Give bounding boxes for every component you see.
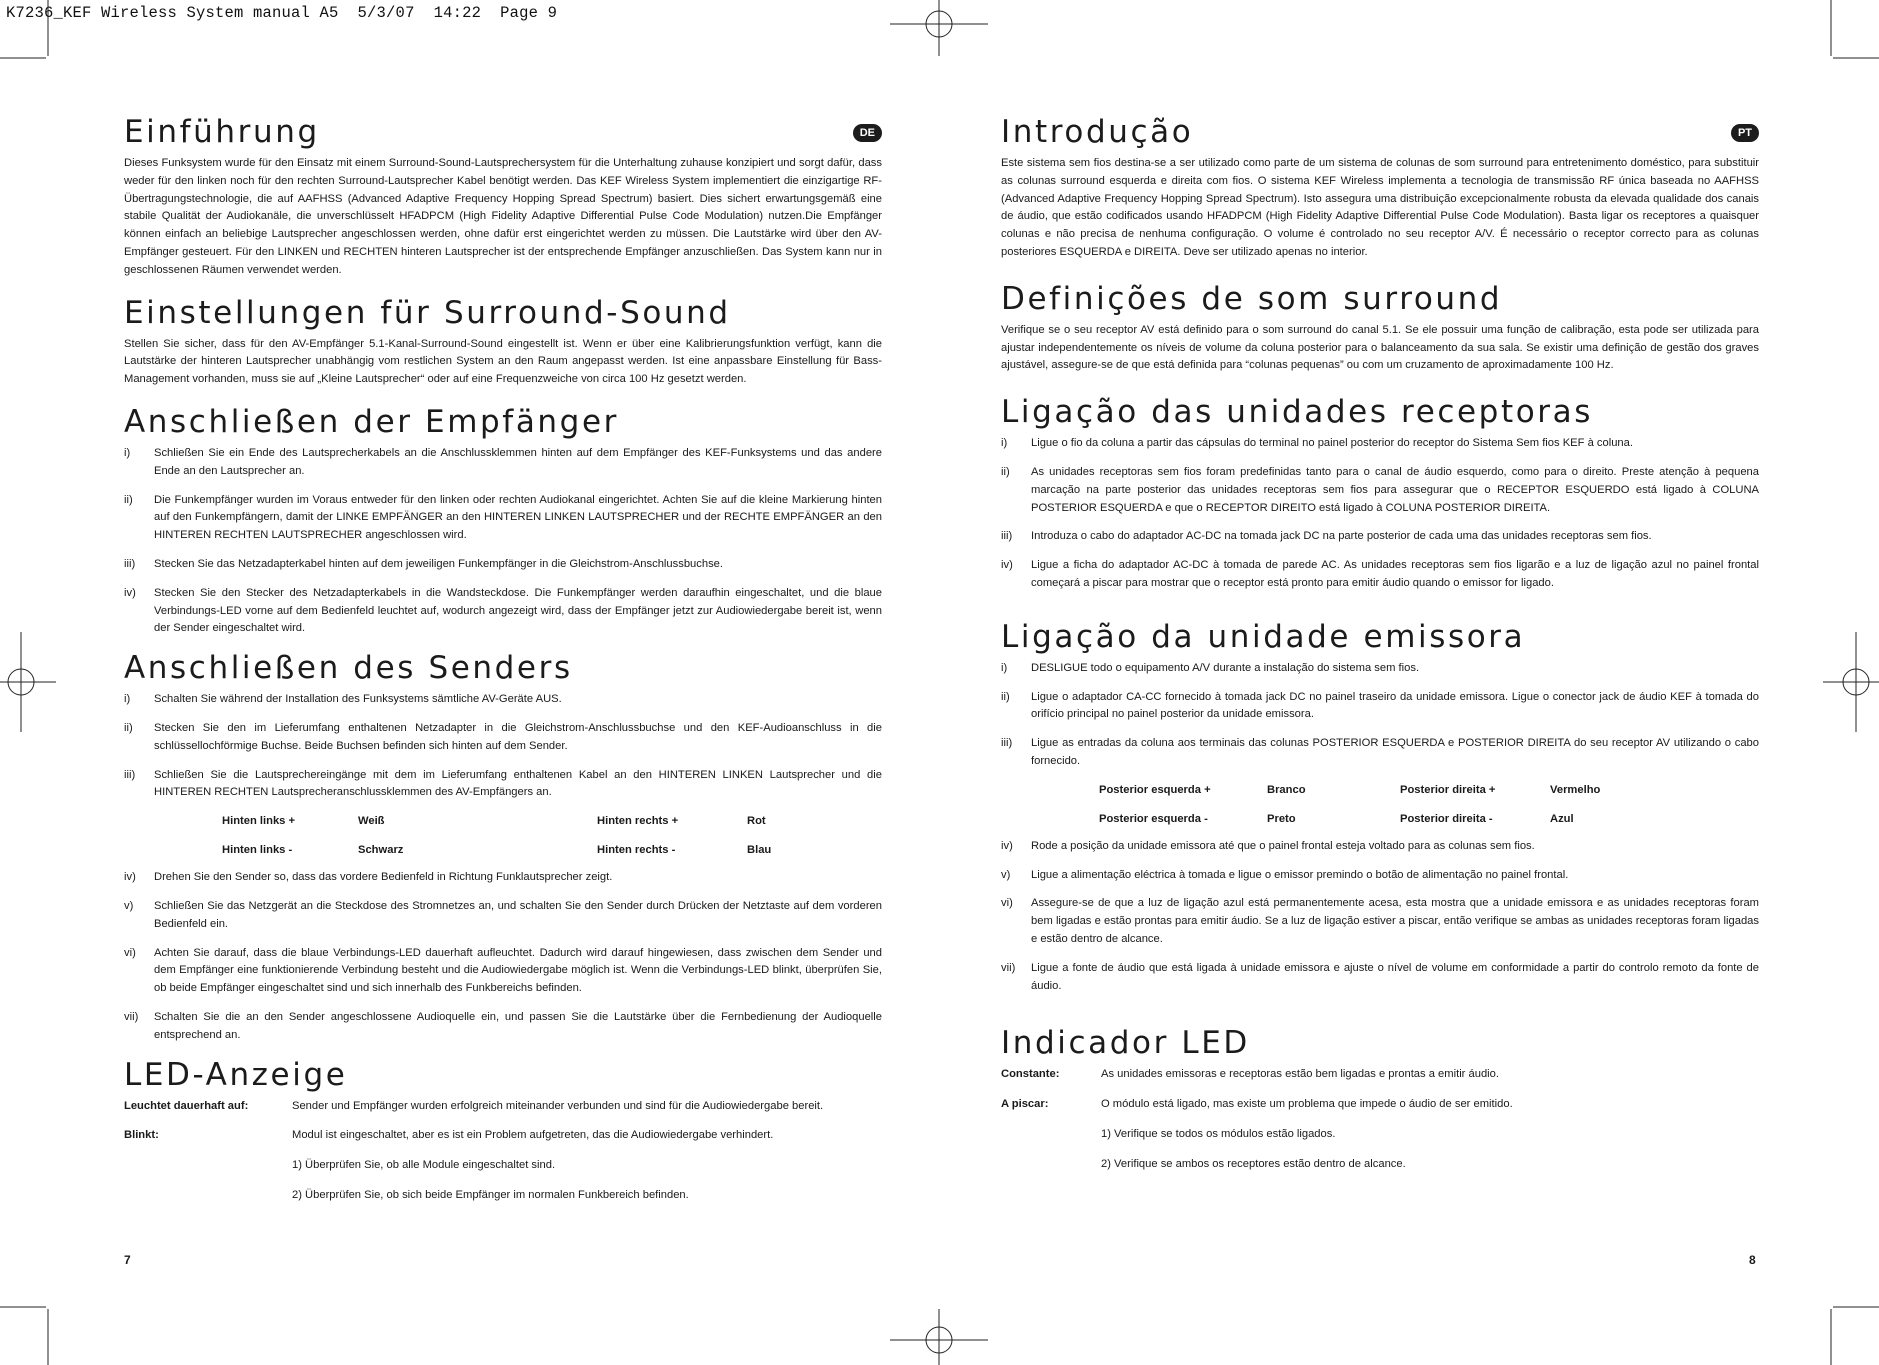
list-item: vii) Ligue a fonte de áudio que está ligada à unidade emissora e ajuste o nível de volume em conformidade a partir do controlo remoto da fonte de áudio. [1001,961,1759,992]
page-number-left: 7 [124,1253,131,1267]
section-introduction-pt [1001,113,1759,262]
list-item: iv) Rode a posição da unidade emissora até que o painel frontal esteja voltado para as colunas sem fios. [1001,839,1535,852]
list-sender-continued-de [124,869,882,1044]
heading-introduction-de: Einführung [124,114,320,150]
page-number-right: 8 [1749,1253,1756,1267]
list-item: vi) Assegure-se de que a luz de ligação azul está permanentemente acesa, esta mostra que a unidade emissora e as unidades receptoras foram bem ligadas e estão prontas para emitir áudio. Se a luz de ligação estiver a piscar, então verifique se ambas as unidades receptoras foram ligadas e estão dentro de alcance. [1001,897,1759,945]
wiring-table-de: Hinten links + Weiß Hinten rechts + Rot Hinten links - Schwarz Hinten rechts - Blau [222,815,772,857]
list-item: iii) Introduza o cabo do adaptador AC-DC na tomada jack DC na parte posterior de cada uma das unidades receptoras sem fios. [1001,530,1652,543]
list-sender-continued-pt [1001,838,1759,996]
heading-introduction-pt: Introdução [1001,114,1194,150]
heading-surround-de: Einstellungen für Surround-Sound [124,294,731,331]
list-sender-de [124,691,882,802]
list-item: iv) Drehen Sie den Sender so, dass das vordere Bedienfeld in Richtung Funklautsprecher zeigt. [124,871,613,884]
language-badge-de: DE [853,124,882,142]
list-item: i) Schalten Sie während der Installation des Funksystems sämtliche AV-Geräte AUS. [124,693,562,706]
section-introduction-de [124,113,882,280]
section-sender-pt [1001,618,1759,996]
section-led-de [124,1056,882,1205]
list-item: ii) Stecken Sie den im Lieferumfang enthaltenen Netzadapter in die Gleichstrom-Anschlussbuchse und den KEF-Audioanschluss in die schlüssellochförmige Buchse. Beide Buchsen befinden sich hinten auf dem Sender. [124,721,882,752]
wiring-table-pt: Posterior esquerda + Branco Posterior direita + Vermelho Posterior esquerda - Preto Posterior direita - Azul [1099,783,1601,825]
list-item: v) Ligue a alimentação eléctrica à tomada e ligue o emissor premindo o botão de alimentação no painel frontal. [1001,868,1569,881]
list-item: vii) Schalten Sie die an den Sender angeschlossene Audioquelle ein, und passen Sie die Lautstärke über die Fernbedienung der Audioquelle entsprechend an. [124,1010,882,1041]
list-item: iv) Ligue a ficha do adaptador AC-DC à tomada de parede AC. As unidades receptoras sem fios ligarão e a luz de ligação azul no painel frontal começará a piscar para mostrar que o receptor está pronto para emitir áudio quando o emissor for ligado. [1001,559,1759,589]
heading-receivers-pt: Ligação das unidades receptoras [1001,394,1593,431]
section-led-pt [1001,1024,1759,1173]
list-item: i) Schließen Sie ein Ende des Lautsprecherkabels an die Anschlussklemmen hinten auf dem Empfänger des KEF-Funksystems und das andere Ende an den Lautsprecher an. [124,446,882,477]
list-receivers-pt [1001,435,1759,593]
paragraph-introduction-pt: Este sistema sem fios destina-se a ser utilizado como parte de um sistema de colunas de som surround para entretenimento doméstico, para substituir as colunas surround esquerda e direita com fios. O sistema KEF Wireless implementa a tecnologia de transmissão RF única baseada no AAFHSS (Advanced Adaptive Frequency Hopping Spread Spectrum). Isto assegura uma distribuição excepcionalmente robusta da elevada qualidade dos canais de áudio, que estão codificados usando HFADPCM (High Fidelity Adaptive Differential Pulse Code Modulation). Basta ligar os receptores a quaisquer colunas e não precisa de nenhuma configuração. O volume é controlado no seu receptor A/V. É necessário o receptor correcto para as colunas posteriores ESQUERDA e DIREITA. Deve ser utilizado apenas no interior. [1001,157,1759,258]
page-german [124,113,882,1205]
list-item: i) Ligue o fio da coluna a partir das cápsulas do terminal no painel posterior do receptor do Sistema Sem fios KEF à coluna. [1001,437,1633,450]
list-item: iii) Schließen Sie die Lautsprechereingänge mit dem im Lieferumfang enthaltenen Kabel an den HINTEREN LINKEN Lautsprecher und die HINTEREN RECHTEN Lautsprecheranschlussklemmen des AV-Empfängers an. [124,768,882,799]
list-item: iii) Stecken Sie das Netzadapterkabel hinten auf dem jeweiligen Funkempfänger in die Gleichstrom-Anschlussbuchse. [124,557,724,570]
list-item: iv) Stecken Sie den Stecker des Netzadapterkabels in die Wandsteckdose. Die Funkempfänger werden daraufhin eingeschaltet, und die blaue Verbindungs-LED vorne auf dem Bedienfeld leuchtet auf, wodurch angezeigt wird, dass der Empfänger jetzt zur Audiowiedergabe bereit ist, wenn der Sender eingeschaltet wird. [124,586,882,635]
list-receivers-de [124,445,882,638]
list-item: ii) Ligue o adaptador CA-CC fornecido à tomada jack DC no painel traseiro da unidade emissora. Ligue o conector jack de áudio KEF à tomada do orifício principal no painel posterior da unidade emissora. [1001,690,1759,721]
print-slug: K7236_KEF Wireless System manual A5 5/3/07 14:22 Page 9 [6,4,558,22]
page-portuguese [1001,113,1759,1174]
heading-receivers-de: Anschließen der Empfänger [124,403,619,440]
list-item: ii) Die Funkempfänger wurden im Voraus entweder für den linken oder rechten Audiokanal eingerichtet. Achten Sie auf die kleine Markierung hinten auf den Funkempfängern, damit der LINKE EMPFÄNGER an den HINTEREN LINKEN LAUTSPRECHER und der RECHTE EMPFÄNGER an den HINTEREN RECHTEN LAUTSPRECHER angeschlossen wird. [124,493,882,542]
list-item: vi) Achten Sie darauf, dass die blaue Verbindungs-LED dauerhaft aufleuchtet. Dadurch wird darauf hingewiesen, dass zwischen dem Sender und dem Empfänger eine funktionierende Verbindung besteht und die Audiowiedergabe möglich ist. Wenn die Verbindungs-LED blinkt, überprüfen Sie, ob beide Empfänger eingeschaltet sind und sich innerhalb des Funkbereichs befinden. [124,946,882,995]
section-surround-pt [1001,280,1759,375]
paragraph-introduction-de: Dieses Funksystem wurde für den Einsatz mit einem Surround-Sound-Lautsprechersystem für die Unterhaltung zuhause konzipiert und sorgt dafür, dass weder für den linken noch für den rechten Surround-Lautsprecher Kabel benötigt werden. Das KEF Wireless System implementiert die einzigartige RF-Übertragungstechnologie, die auf AAFHSS (Advanced Adaptive Frequency Hopping Spread Spectrum) basiert. Dies sichert erwartungsgemäß eine stabile Qualität der Audiokanäle, die unverschlüsselt HFADPCM (High Fidelity Adaptive Differential Pulse Code Modulation) nutzen.Die Empfänger können einfach an beliebige Lautsprecher angeschlossen werden, ohne dafür erst eingerichtet werden zu müssen. Die Lautstärke wird über den AV-Empfänger gesteuert. Für den LINKEN und RECHTEN hinteren Lautsprecher ist der entsprechende Empfänger anzuschließen. Das System kann nur in geschlossenen Räumen verwendet werden. [124,157,882,276]
list-item: iii) Ligue as entradas da coluna aos terminais das colunas POSTERIOR ESQUERDA e POSTERIOR DIREITA do seu receptor AV utilizando o cabo fornecido. [1001,737,1759,767]
section-receivers-pt [1001,393,1759,593]
list-item: i) DESLIGUE todo o equipamento A/V durante a instalação do sistema sem fios. [1001,661,1420,674]
heading-sender-de: Anschließen des Senders [124,650,573,687]
led-table-de: Leuchtet dauerhaft auf: Sender und Empfänger wurden erfolgreich miteinander verbunden und sind für die Audiowiedergabe bereit. Blinkt: Modul ist eingeschaltet, aber es ist ein Problem aufgetreten, das die Audiowiedergabe verhindert. 1) Überprüfen Sie, ob alle Module eingeschaltet sind. 2) Überprüfen Sie, ob sich beide Empfänger im normalen Funkbereich befinden. [124,1099,824,1201]
heading-led-de: LED-Anzeige [124,1056,348,1093]
heading-sender-pt: Ligação da unidade emissora [1001,618,1526,655]
heading-led-pt: Indicador LED [1001,1025,1250,1062]
list-sender-pt [1001,660,1759,771]
section-receivers-de [124,403,882,638]
language-badge-pt: PT [1731,124,1759,142]
paragraph-surround-pt: Verifique se o seu receptor AV está definido para o som surround do canal 5.1. Se ele possuir uma função de calibração, esta pode ser utilizada para ajustar independentemente os níveis de volume da coluna posterior para o balanceamento da sua sala. Se existir uma definição de gestão dos graves ajustável, assegure-se de que está definida para “colunas pequenas” ou com um cruzamento de aproximadamente 100 Hz. [1001,323,1759,372]
list-item: v) Schließen Sie das Netzgerät an die Steckdose des Stromnetzes an, und schalten Sie den Sender durch Drücken der Netztaste auf dem vorderen Bedienfeld ein. [124,899,882,930]
section-sender-de [124,649,882,1044]
list-item: ii) As unidades receptoras sem fios foram predefinidas tanto para o canal de áudio esquerdo, como para o direito. Preste atenção à pequena marcação na parte posterior das unidades receptoras sem fios para assegurar que o RECEPTOR ESQUERDO está ligado à COLUNA POSTERIOR ESQUERDA e que o RECEPTOR DIREITO está ligado à COLUNA POSTERIOR DIREITA. [1001,465,1759,514]
led-table-pt: Constante: As unidades emissoras e receptoras estão bem ligadas e prontas a emitir áudio. A piscar: O módulo está ligado, mas existe um problema que impede o áudio de ser emitido. 1) Verifique se todos os módulos estão ligados. 2) Verifique se ambos os receptores estão dentro de alcance. [1001,1068,1513,1170]
paragraph-surround-de: Stellen Sie sicher, dass für den AV-Empfänger 5.1-Kanal-Surround-Sound eingestellt ist. Wenn er über eine Kalibrierungsfunktion verfügt, kann die Lautstärke der hinteren Lautsprecher unabhängig vom restlichen System an den Raum angepasst werden. Ist eine anpassbare Einstellung für Bass-Management vorhanden, muss sie auf „Kleine Lautsprecher“ oder auf eine Frequenzweiche von circa 100 Hz gesetzt werden. [124,337,882,386]
section-surround-de [124,294,882,389]
heading-surround-pt: Definições de som surround [1001,280,1503,317]
